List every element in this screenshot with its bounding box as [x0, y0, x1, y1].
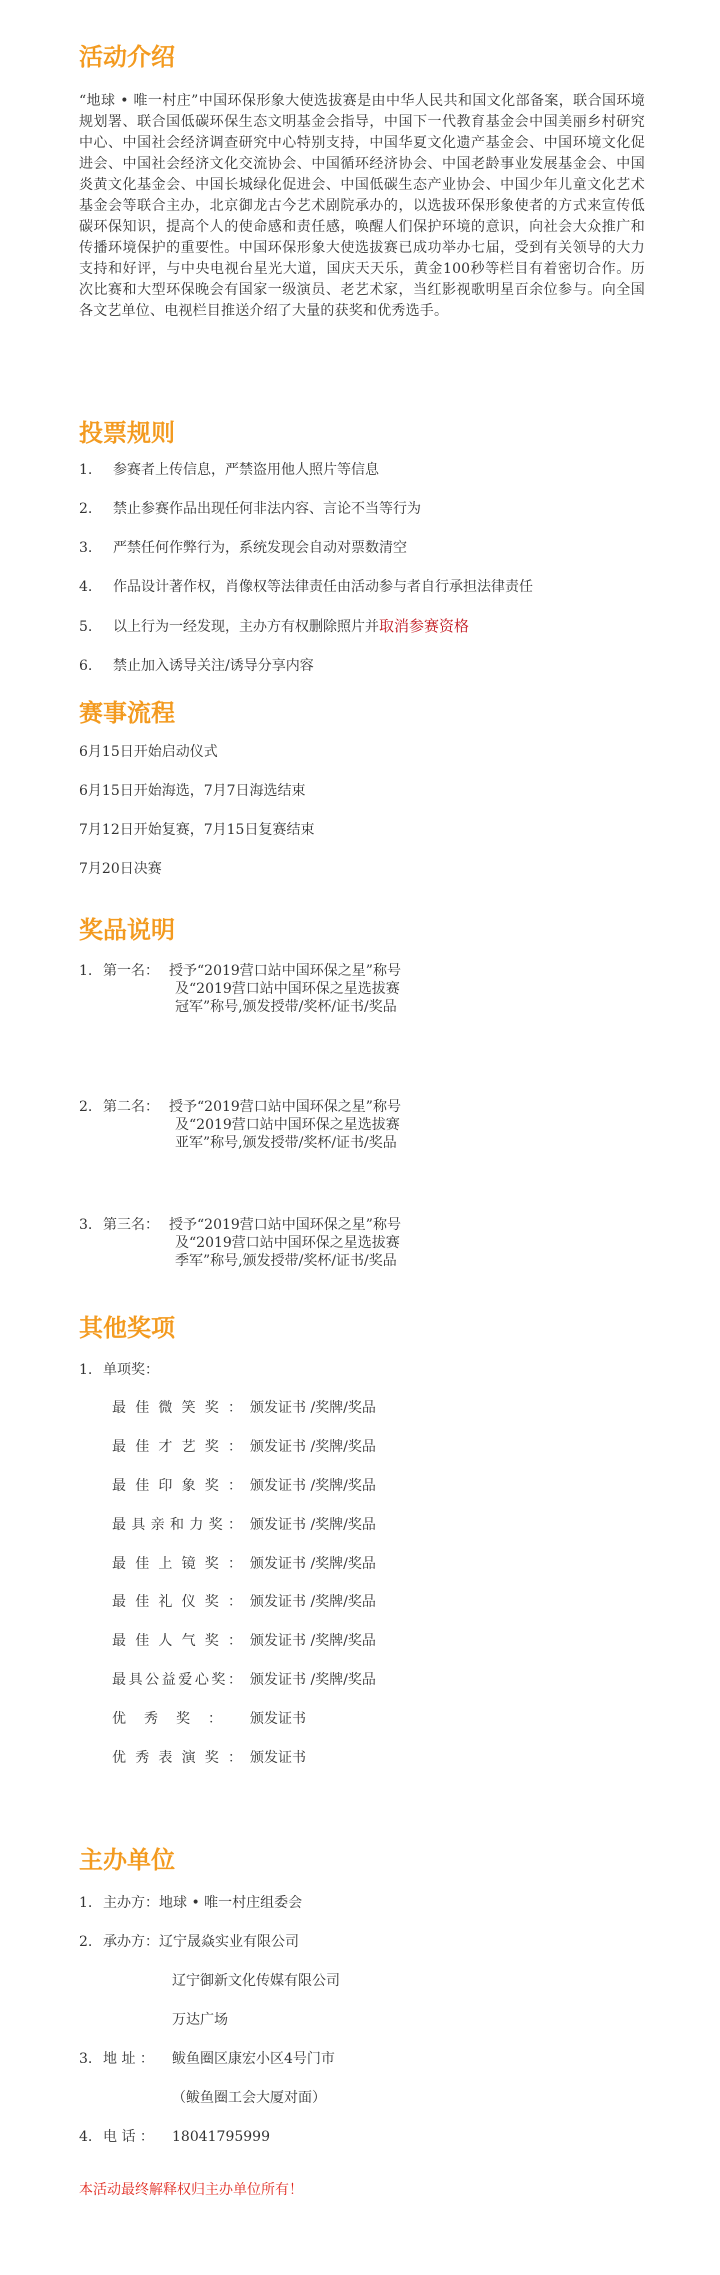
organizer-address-note: （鲅鱼圈工会大厦对面） [172, 2090, 326, 2106]
organizer-undertaker-extra: 万达广场 [172, 2012, 228, 2028]
section-title-prizes: 奖品说明 [79, 916, 175, 944]
organizer-phone: 4. 电 话 ： 18041795999 [79, 2129, 270, 2145]
award-item: 最佳礼仪奖： 颁发证书 /奖牌/奖品 [112, 1594, 376, 1610]
organizer-undertaker-extra: 辽宁御新文化传媒有限公司 [172, 1973, 340, 1989]
award-item: 最佳印象奖： 颁发证书 /奖牌/奖品 [112, 1478, 376, 1494]
award-item: 优秀表演奖： 颁发证书 [112, 1750, 306, 1766]
organizer-undertaker: 2. 承办方：辽宁晟焱实业有限公司 [79, 1934, 299, 1950]
schedule-item: 7月12日开始复赛，7月15日复赛结束 [79, 822, 315, 838]
organizer-address: 3. 地 址 ： 鲅鱼圈区康宏小区4号门市 [79, 2051, 335, 2067]
schedule-item: 6月15日开始海选，7月7日海选结束 [79, 783, 306, 799]
award-item: 最佳才艺奖： 颁发证书 /奖牌/奖品 [112, 1439, 376, 1455]
rule-item: 3. 严禁任何作弊行为，系统发现会自动对票数清空 [79, 540, 407, 556]
section-title-rules: 投票规则 [79, 419, 175, 447]
organizer-host: 1. 主办方：地球 • 唯一村庄组委会 [79, 1895, 303, 1911]
section-title-other-awards: 其他奖项 [79, 1314, 175, 1342]
award-item: 最佳微笑奖： 颁发证书 /奖牌/奖品 [112, 1400, 376, 1416]
other-awards-intro: 1. 单项奖： [79, 1362, 159, 1378]
rule-item: 6. 禁止加入诱导关注/诱导分享内容 [79, 658, 314, 674]
award-item: 最佳人气奖： 颁发证书 /奖牌/奖品 [112, 1633, 376, 1649]
section-title-intro: 活动介绍 [79, 43, 175, 71]
schedule-item: 7月20日决赛 [79, 861, 162, 877]
activity-page: 活动介绍 “地球 • 唯一村庄”中国环保形象大使选拔赛是由中华人民共和国文化部备案，联合国环境规划署、联合国低碳环保生态文明基金会指导，中国下一代教育基金会中国美丽乡村研究中心、中国社会经济调查研究中心特别支持，中国华夏文化遗产基金会、中国环境文化促进会、中国社会经济文化交流协会、中国循环经济协会、中国老龄事业发展基金会、中国炎黄文化基金会、中国长城绿化促进会、中国低碳生态产业协会、中国少年儿童文化艺术基金会等联合主办，北京御龙古今艺术剧院承办的，以选拔环保形象使者的方式来宣传低碳环保知识，提高个人的使命感和责任感，唤醒人们保护环境的意识，向社会大众推广和传播环境保护的重要性。中国环保形象大使选拔赛已成功举办七届，受到有关领导的大力支持和好评，与中央电视台星光大道，国庆天天乐，黄金100秒等栏目有着密切合作。历次比赛和大型环保晚会有国家一级演员、老艺术家，当红影视歌明星百余位参与。向全国各文艺单位、电视栏目推送介绍了大量的获奖和优秀选手。 投票规则 1. 参赛者上传信息，严禁盗用他人照片等信息 2. 禁止参赛作品出现任何非法内容、言论不当等行为 3. 严禁任何作弊行为，系统发现会自动对票数清空 4. 作品设计著作权，肖像权等法律责任由活动参与者自行承担法律责任 5. 以上行为一经发现，主办方有权删除照片并取消参赛资格 6. 禁止加入诱导关注/诱导分享内容 赛事流程 6月15日开始启动仪式 6月15日开始海选，7月7日海选结束 7月12日开始复赛，7月15日复赛结束 7月20日决赛 奖品说明 1. 第一名： 授予“2019营口站中国环保之星”称号 及“2019营口站中国环保之星选拔赛 冠军”称号,颁发授带/奖杯/证书/奖品 2. 第二名： 授予“2019营口站中国环保之星”称号 及“2019营口站中国环保之星选拔赛 亚军”称号,颁发授带/奖杯/证书/奖品 3. 第三名： 授予“2019营口站中国环保之星”称号 及“2019营口站中国环保之星选拔赛 季军”称号,颁发授带/奖杯/证书/奖品 其他奖项 1. 单项奖： 最佳微笑奖： 颁发证书 /奖牌/奖品 最佳才艺奖： 颁发证书 /奖牌/奖品 最佳印象奖： 颁发证书 /奖牌/奖品 最具亲和力奖： 颁发证书 /奖牌/奖品 最佳上镜奖： 颁发证书 /奖牌/奖品 最佳礼仪奖： 颁发证书 /奖牌/奖品 最佳人气奖： 颁发证书 /奖牌/奖品 最具公益爱心奖： 颁发证书 /奖牌/奖品 优秀奖： 颁发证书 优秀表演奖： 颁发证书 主办单位 1. 主办方：地球 • 唯一村庄组委会 2. 承办方：辽宁晟焱实业有限公司 辽宁御新文化传媒有限公司 万达广场 3. 地 址 ： 鲅鱼圈区康宏小区4号门市 （鲅鱼圈工会大厦对面） 4. 电 话 ： 18041795999 本活动最终解释权归主办单位所有！ [79, 43, 645, 2198]
rule-item: 2. 禁止参赛作品出现任何非法内容、言论不当等行为 [79, 501, 421, 517]
award-item: 优秀奖： 颁发证书 [112, 1711, 306, 1727]
award-item: 最具亲和力奖： 颁发证书 /奖牌/奖品 [112, 1517, 376, 1533]
award-item: 最具公益爱心奖： 颁发证书 /奖牌/奖品 [112, 1672, 376, 1688]
schedule-item: 6月15日开始启动仪式 [79, 744, 218, 760]
rule-item: 5. 以上行为一经发现，主办方有权删除照片并取消参赛资格 [79, 617, 470, 635]
section-title-organizers: 主办单位 [79, 1846, 175, 1874]
rule-item: 4. 作品设计著作权，肖像权等法律责任由活动参与者自行承担法律责任 [79, 579, 533, 595]
intro-paragraph: “地球 • 唯一村庄”中国环保形象大使选拔赛是由中华人民共和国文化部备案，联合国环境规划署、联合国低碳环保生态文明基金会指导，中国下一代教育基金会中国美丽乡村研究中心、中国社会经济调查研究中心特别支持，中国华夏文化遗产基金会、中国环境文化促进会、中国社会经济文化交流协会、中国循环经济协会、中国老龄事业发展基金会、中国炎黄文化基金会、中国长城绿化促进会、中国低碳生态产业协会、中国少年儿童文化艺术基金会等联合主办，北京御龙古今艺术剧院承办的，以选拔环保形象使者的方式来宣传低碳环保知识，提高个人的使命感和责任感，唤醒人们保护环境的意识，向社会大众推广和传播环境保护的重要性。中国环保形象大使选拔赛已成功举办七届，受到有关领导的大力支持和好评，与中央电视台星光大道，国庆天天乐，黄金100秒等栏目有着密切合作。历次比赛和大型环保晚会有国家一级演员、老艺术家，当红影视歌明星百余位参与。向全国各文艺单位、电视栏目推送介绍了大量的获奖和优秀选手。 [79, 93, 645, 319]
award-item: 最佳上镜奖： 颁发证书 /奖牌/奖品 [112, 1556, 376, 1572]
rule-highlight: 取消参赛资格 [379, 617, 470, 635]
section-title-schedule: 赛事流程 [79, 699, 175, 727]
footer-disclaimer: 本活动最终解释权归主办单位所有！ [79, 2182, 303, 2198]
rule-item: 1. 参赛者上传信息，严禁盗用他人照片等信息 [79, 462, 379, 478]
